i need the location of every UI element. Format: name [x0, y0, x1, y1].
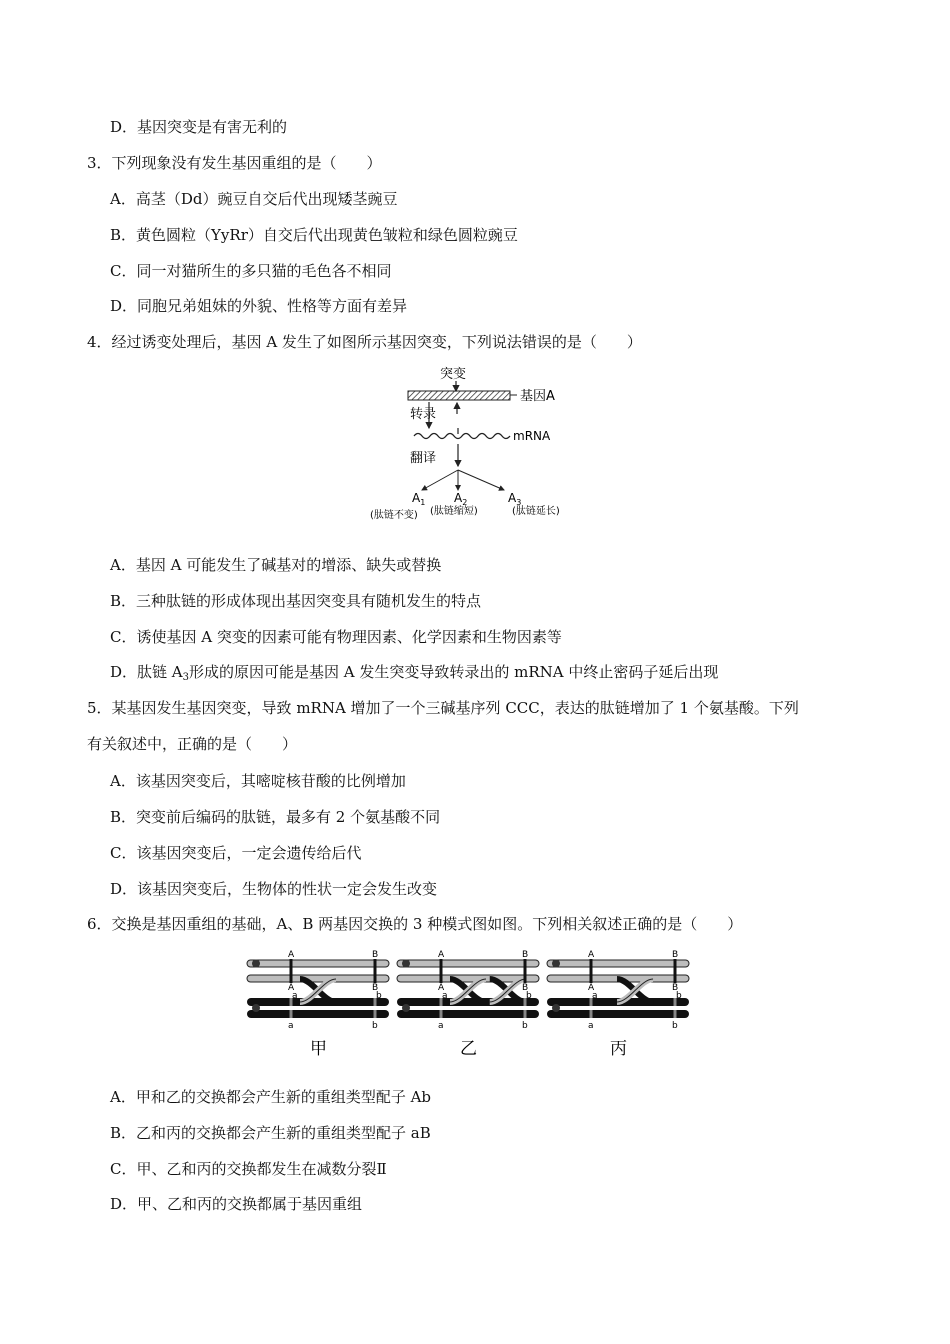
centromere [402, 1004, 410, 1012]
mrna-wave [414, 434, 510, 439]
chromatid-gray [397, 960, 539, 967]
q6-stem: 6．交换是基因重组的基础，A、B 两基因交换的 3 种模式图如图。下列相关叙述正确的是（ ） [87, 915, 743, 933]
gene-b-label: b [522, 1021, 528, 1031]
q5-option-b: B．突变前后编码的肽链，最多有 2 个氨基酸不同 [110, 808, 441, 826]
a1-label: $A_1$ [412, 491, 426, 507]
gene-B-label: B [522, 983, 529, 993]
mutation-label: 突变 [440, 367, 467, 382]
q5-option-d: D．该基因突变后，生物体的性状一定会发生改变 [110, 880, 438, 898]
gene-locus-mark [440, 959, 443, 983]
gene-locus-mark [590, 959, 593, 983]
transcription-label: 转录 [410, 407, 437, 422]
chromatid-black [247, 998, 389, 1006]
gene-B-label: B [372, 950, 379, 960]
gene-locus-mark [674, 959, 677, 983]
centromere [402, 960, 410, 968]
gene-locus-mark [290, 959, 293, 983]
panel-label: 丙 [610, 1039, 627, 1059]
q6-option-d: D．甲、乙和丙的交换都属于基因重组 [110, 1195, 363, 1213]
q3-option-d: D．同胞兄弟姐妹的外貌、性格等方面有差异 [110, 297, 408, 315]
centromere [552, 960, 560, 968]
panel-label: 甲 [310, 1039, 327, 1059]
gene-A-label: A [588, 983, 595, 993]
gene-a-label: a [438, 1021, 444, 1031]
gene-A-label: A [588, 950, 595, 960]
chromatid-black [547, 1010, 689, 1018]
gene-b-label: b [676, 991, 682, 1001]
panel-label: 乙 [460, 1039, 477, 1059]
gene-A-label: A [438, 950, 445, 960]
gene-a-label: 基因A [520, 389, 555, 404]
q6-option-a: A．甲和乙的交换都会产生新的重组类型配子 Ab [110, 1088, 432, 1106]
q3-stem: 3．下列现象没有发生基因重组的是（ ） [87, 154, 382, 172]
q3-option-c: C．同一对猫所生的多只猫的毛色各不相同 [110, 262, 392, 280]
a3-note: (肽链延长) [512, 506, 560, 517]
gene-A-label: A [438, 983, 445, 993]
q5-option-c: C．该基因突变后，一定会遗传给后代 [110, 844, 362, 862]
gene-a-label: a [442, 991, 448, 1001]
gene-a-label: a [288, 1021, 294, 1031]
centromere [252, 1004, 260, 1012]
gene-B-label: B [522, 950, 529, 960]
gene-locus-mark [524, 959, 527, 983]
gene-A-label: A [288, 983, 295, 993]
mrna-label: mRNA [513, 429, 551, 443]
gene-a-label: a [588, 1021, 594, 1031]
translation-label: 翻译 [410, 451, 437, 466]
q6-option-c: C．甲、乙和丙的交换都发生在减数分裂Ⅱ [110, 1160, 387, 1178]
q3-option-a: A．高茎（Dd）豌豆自交后代出现矮茎豌豆 [110, 190, 398, 208]
gene-B-label: B [372, 983, 379, 993]
a2-note: (肽链缩短) [430, 506, 478, 517]
chromatid-gray [547, 960, 689, 967]
gene-B-label: B [672, 983, 679, 993]
gene-a-label: a [592, 991, 598, 1001]
q4-stem: 4．经过诱变处理后，基因 A 发生了如图所示基因突变，下列说法错误的是（ ） [87, 333, 642, 351]
q4-option-a: A．基因 A 可能发生了碱基对的增添、缺失或替换 [110, 556, 442, 574]
gene-a-label: a [292, 991, 298, 1001]
gene-b-label: b [376, 991, 382, 1001]
chromatid-gray [247, 960, 389, 967]
q5-stem-line1: 5．某基因发生基因突变，导致 mRNA 增加了一个三碱基序列 CCC，表达的肽链增加了 1 个氨基酸。下列 [87, 699, 799, 717]
a2-label: $A_2$ [454, 491, 468, 507]
chromatid-black [397, 1010, 539, 1018]
gene-b-label: b [372, 1021, 378, 1031]
q4-option-c: C．诱使基因 A 突变的因素可能有物理因素、化学因素和生物因素等 [110, 628, 562, 646]
a3-label: $A_3$ [508, 491, 522, 507]
gene-A-label: A [288, 950, 295, 960]
gene-b-label: b [672, 1021, 678, 1031]
q6-crossover-figure [243, 950, 705, 1062]
chromatid-gray [247, 975, 389, 982]
gene-b-label: b [526, 991, 532, 1001]
q5-stem-line2: 有关叙述中，正确的是（ ） [87, 735, 298, 753]
centromere [552, 1004, 560, 1012]
chromatid-black [247, 1010, 389, 1018]
q4-mutation-figure [370, 362, 590, 526]
gene-a-bar [408, 391, 510, 400]
centromere [252, 960, 260, 968]
q2-option-d: D．基因突变是有害无利的 [110, 118, 288, 136]
q4-option-d: D．肽链 $A_3$形成的原因可能是基因 A 发生突变导致转录出的 mRNA 中终止密码子延后出现 [110, 663, 719, 683]
a1-note: (肽链不变) [370, 510, 418, 521]
gene-B-label: B [672, 950, 679, 960]
gene-locus-mark [374, 959, 377, 983]
q4-option-b: B．三种肽链的形成体现出基因突变具有随机发生的特点 [110, 592, 482, 610]
q3-option-b: B．黄色圆粒（YyRr）自交后代出现黄色皱粒和绿色圆粒豌豆 [110, 226, 518, 244]
q5-option-a: A．该基因突变后，其嘧啶核苷酸的比例增加 [110, 772, 406, 790]
q6-option-b: B．乙和丙的交换都会产生新的重组类型配子 aB [110, 1124, 431, 1142]
